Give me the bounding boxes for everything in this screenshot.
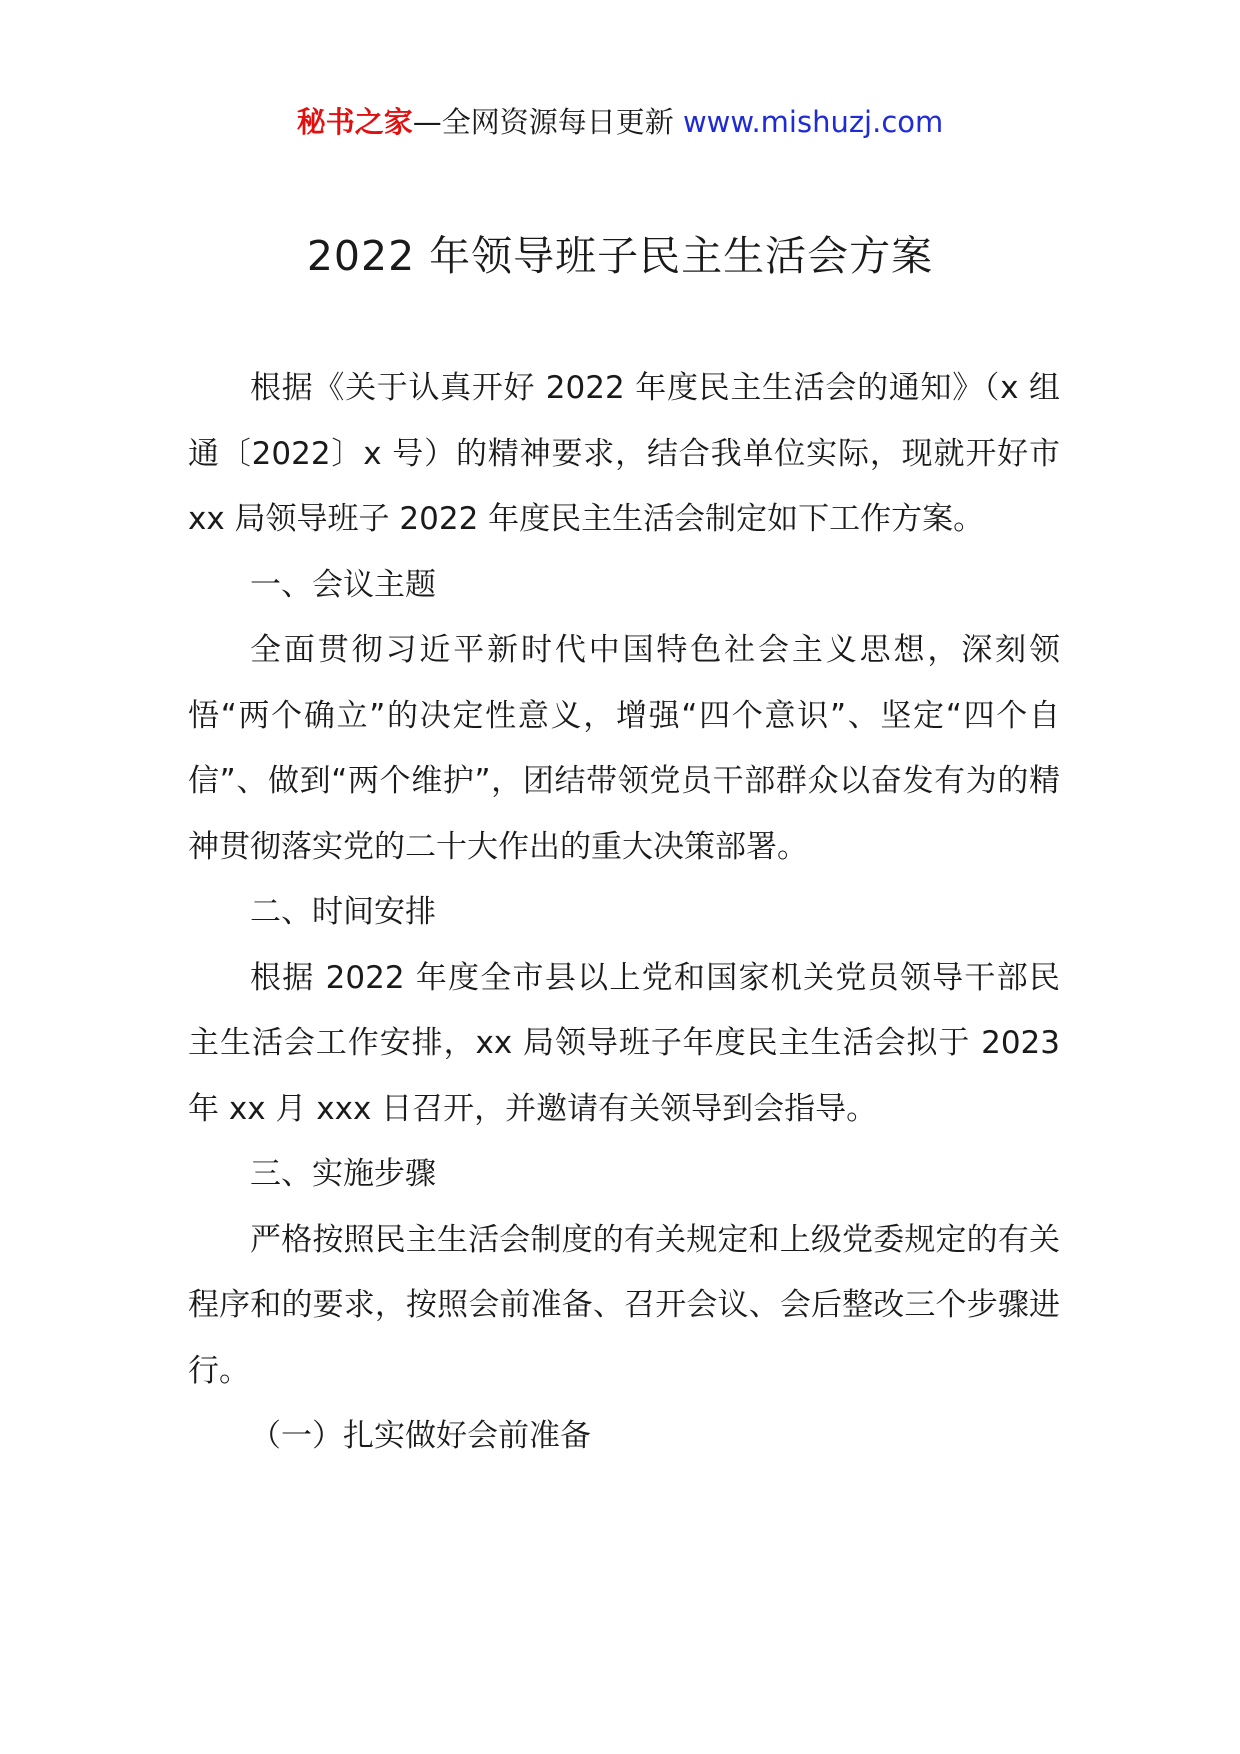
site-tagline: —全网资源每日更新 — [412, 105, 674, 139]
section-heading-steps: 三、实施步骤 — [250, 1156, 436, 1192]
document-title: 2022 年领导班子民主生活会方案 — [306, 232, 934, 280]
site-brand: 秘书之家 — [296, 105, 413, 139]
section-heading-schedule: 二、时间安排 — [250, 894, 436, 930]
schedule-paragraph: 根据 2022 年度全市县以上党和国家机关党员领导干部民主生活会工作安排，xx 局领导班子年度民主生活会拟于 2023 年 xx 月 xxx 日召开，并邀请有关领导到会指导。 — [188, 959, 1060, 1127]
section-heading-meeting-theme: 一、会议主题 — [250, 566, 436, 603]
intro-paragraph: 根据《关于认真开好 2022 年度民主生活会的通知》（x 组通〔2022〕x 号）的精神要求，结合我单位实际，现就开好市 xx 局领导班子 2022 年度民主生活会制定如下工作方案。 — [188, 370, 1060, 537]
site-header — [0, 102, 1240, 142]
subsection-heading-preparation: （一）扎实做好会前准备 — [250, 1418, 591, 1454]
meeting-theme-paragraph: 全面贯彻习近平新时代中国特色社会主义思想，深刻领悟“两个确立”的决定性意义，增强“四个意识”、坚定“四个自信”、做到“两个维护”，团结带领党员干部群众以奋发有为的精神贯彻落实党的二十大作出的重大决策部署。 — [188, 632, 1060, 865]
site-url-link[interactable]: www.mishuzj.com — [682, 105, 944, 139]
document-body — [188, 356, 1060, 1470]
steps-paragraph: 严格按照民主生活会制度的有关规定和上级党委规定的有关程序和的要求，按照会前准备、召开会议、会后整改三个步骤进行。 — [188, 1221, 1060, 1389]
